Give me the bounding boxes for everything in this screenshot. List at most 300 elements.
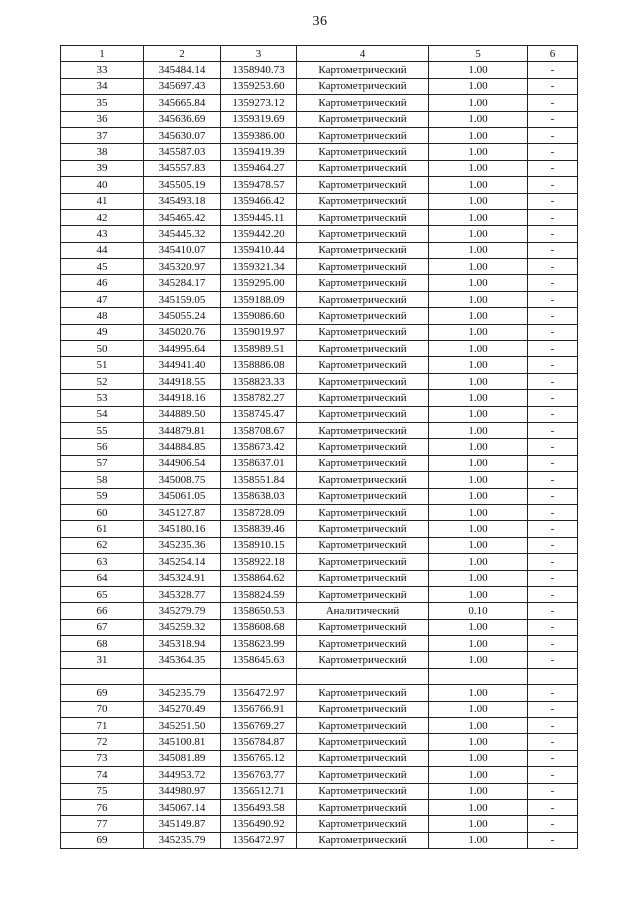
table-cell-col-3: 1358650.53: [221, 603, 297, 619]
table-cell-col-6: -: [528, 472, 578, 488]
table-row: [61, 259, 578, 275]
table-row: [61, 422, 578, 438]
table-cell-col-2: 345279.79: [144, 603, 221, 619]
table-gap-section: [61, 668, 578, 684]
table-row: [61, 242, 578, 258]
table-cell-col-4: Картометрический: [297, 406, 429, 422]
table-cell-col-2: 345636.69: [144, 111, 221, 127]
table-cell-col-1: 64: [61, 570, 144, 586]
table-cell-col-4: Картометрический: [297, 636, 429, 652]
table-cell-col-6: -: [528, 586, 578, 602]
table-cell-col-5: 1.00: [429, 62, 528, 78]
table-cell-col-3: 1356763.77: [221, 767, 297, 783]
table-row: [61, 209, 578, 225]
table-cell-col-1: 72: [61, 734, 144, 750]
table-cell-col-6: -: [528, 390, 578, 406]
table-cell-col-6: -: [528, 275, 578, 291]
table-cell-col-4: Картометрический: [297, 439, 429, 455]
table-cell-col-4: Картометрический: [297, 554, 429, 570]
table-cell-col-3: 1359321.34: [221, 259, 297, 275]
table-cell-col-2: 345127.87: [144, 504, 221, 520]
table-cell-col-4: Картометрический: [297, 308, 429, 324]
table-cell-col-3: 1358638.03: [221, 488, 297, 504]
table-cell-col-4: Картометрический: [297, 341, 429, 357]
table-row: [61, 291, 578, 307]
table-row: [61, 636, 578, 652]
table-row: [61, 488, 578, 504]
table-cell-col-4: Картометрический: [297, 324, 429, 340]
table-cell-col-1: 34: [61, 78, 144, 94]
table-cell-col-6: -: [528, 734, 578, 750]
table-cell-col-6: -: [528, 242, 578, 258]
table-cell-col-5: 1.00: [429, 308, 528, 324]
table-cell-col-6: -: [528, 816, 578, 832]
table-cell-col-3: 1359086.60: [221, 308, 297, 324]
table-cell-col-6: -: [528, 226, 578, 242]
table-cell-col-2: 345318.94: [144, 636, 221, 652]
page-number: 36: [312, 14, 328, 29]
table-cell-col-5: 1.00: [429, 570, 528, 586]
table-cell-col-3: 1358839.46: [221, 521, 297, 537]
table-cell-col-3: 1359464.27: [221, 160, 297, 176]
table-cell-col-3: 1359419.39: [221, 144, 297, 160]
table-cell-col-6: -: [528, 127, 578, 143]
table-cell-col-5: 1.00: [429, 554, 528, 570]
table-cell-col-4: Картометрический: [297, 193, 429, 209]
table-cell-col-5: 1.00: [429, 95, 528, 111]
table-cell-col-2: 345055.24: [144, 308, 221, 324]
table-cell-col-3: 1356766.91: [221, 701, 297, 717]
table-cell-col-6: -: [528, 504, 578, 520]
table-cell-col-5: 1.00: [429, 341, 528, 357]
table-cell-col-2: 344941.40: [144, 357, 221, 373]
table-cell-col-3: 1356493.58: [221, 799, 297, 815]
table-cell-col-1: 77: [61, 816, 144, 832]
table-row: [61, 127, 578, 143]
table-cell-col-2: 345061.05: [144, 488, 221, 504]
table-cell-col-2: 344995.64: [144, 341, 221, 357]
table-cell-col-3: 1358989.51: [221, 341, 297, 357]
table-cell-col-2: 344889.50: [144, 406, 221, 422]
table-cell-col-6: -: [528, 160, 578, 176]
table-cell-col-4: Картометрический: [297, 259, 429, 275]
header-col-2: 2: [144, 46, 221, 62]
table-row: [61, 537, 578, 553]
table-cell-col-6: -: [528, 488, 578, 504]
table-cell-col-6: -: [528, 62, 578, 78]
table-cell-col-3: 1358864.62: [221, 570, 297, 586]
table-cell-col-4: Картометрический: [297, 390, 429, 406]
table-cell-col-5: 1.00: [429, 767, 528, 783]
table-row: [61, 177, 578, 193]
table-cell-col-1: 76: [61, 799, 144, 815]
table-cell-col-6: -: [528, 406, 578, 422]
table-cell-col-6: -: [528, 357, 578, 373]
table-cell-col-2: 345557.83: [144, 160, 221, 176]
table-cell-col-3: 1359466.42: [221, 193, 297, 209]
table-cell-col-5: 1.00: [429, 799, 528, 815]
table-cell-col-5: 1.00: [429, 357, 528, 373]
table-cell-col-4: Картометрический: [297, 472, 429, 488]
table-cell-col-6: -: [528, 177, 578, 193]
table-cell-col-2: 345159.05: [144, 291, 221, 307]
table-cell-col-3: 1358910.15: [221, 537, 297, 553]
table-cell-col-4: Картометрический: [297, 832, 429, 848]
table-cell-col-1: 65: [61, 586, 144, 602]
table-cell-col-5: 1.00: [429, 160, 528, 176]
table-cell-col-5: 1.00: [429, 226, 528, 242]
table-cell-col-1: 75: [61, 783, 144, 799]
table-cell-col-6: -: [528, 439, 578, 455]
table-cell-col-4: Картометрический: [297, 718, 429, 734]
table-cell-col-5: 1.00: [429, 242, 528, 258]
table-cell-col-1: 63: [61, 554, 144, 570]
table-cell-col-6: -: [528, 718, 578, 734]
table-cell-col-2: 345493.18: [144, 193, 221, 209]
table-cell-col-5: 1.00: [429, 783, 528, 799]
table-row: [61, 521, 578, 537]
table-cell-col-3: 1359386.00: [221, 127, 297, 143]
table-cell-col-4: Картометрический: [297, 373, 429, 389]
table-row: [61, 357, 578, 373]
table-row: [61, 701, 578, 717]
table-cell-col-6: -: [528, 783, 578, 799]
table-cell-col-4: Картометрический: [297, 570, 429, 586]
table-cell-col-4: Картометрический: [297, 816, 429, 832]
table-cell-col-5: 1.00: [429, 619, 528, 635]
table-cell-col-3: 1358645.63: [221, 652, 297, 668]
table-cell-col-6: -: [528, 193, 578, 209]
table-cell-col-4: Картометрический: [297, 127, 429, 143]
spacer-cell: [144, 668, 221, 684]
table-cell-col-5: 1.00: [429, 521, 528, 537]
table-cell-col-5: 1.00: [429, 324, 528, 340]
table-cell-col-4: Картометрический: [297, 767, 429, 783]
table-cell-col-5: 1.00: [429, 406, 528, 422]
table-cell-col-1: 33: [61, 62, 144, 78]
table-row: [61, 799, 578, 815]
table-cell-col-2: 345630.07: [144, 127, 221, 143]
table-cell-col-1: 54: [61, 406, 144, 422]
table-cell-col-5: 1.00: [429, 652, 528, 668]
table-cell-col-5: 1.00: [429, 750, 528, 766]
table-cell-col-4: Картометрический: [297, 455, 429, 471]
spacer-cell: [528, 668, 578, 684]
table-cell-col-2: 345081.89: [144, 750, 221, 766]
table-cell-col-2: 345465.42: [144, 209, 221, 225]
table-cell-col-4: Картометрический: [297, 357, 429, 373]
table-cell-col-3: 1359442.20: [221, 226, 297, 242]
table-cell-col-5: 1.00: [429, 455, 528, 471]
table-cell-col-4: Картометрический: [297, 734, 429, 750]
table-row: [61, 275, 578, 291]
table-row: [61, 767, 578, 783]
table-cell-col-1: 67: [61, 619, 144, 635]
table-cell-col-3: 1356784.87: [221, 734, 297, 750]
table-cell-col-4: Картометрический: [297, 521, 429, 537]
table-cell-col-2: 345235.79: [144, 685, 221, 701]
table-cell-col-2: 345067.14: [144, 799, 221, 815]
table-cell-col-4: Картометрический: [297, 209, 429, 225]
table-cell-col-1: 55: [61, 422, 144, 438]
table-cell-col-6: -: [528, 537, 578, 553]
table-cell-col-5: 1.00: [429, 373, 528, 389]
table-cell-col-1: 38: [61, 144, 144, 160]
table-cell-col-5: 1.00: [429, 275, 528, 291]
table-cell-col-5: 1.00: [429, 504, 528, 520]
table-cell-col-3: 1359445.11: [221, 209, 297, 225]
table-cell-col-4: Картометрический: [297, 78, 429, 94]
table-cell-col-6: -: [528, 373, 578, 389]
table-cell-col-6: -: [528, 832, 578, 848]
table-row: [61, 554, 578, 570]
table-row: [61, 816, 578, 832]
table-cell-col-2: 345505.19: [144, 177, 221, 193]
table-cell-col-4: Картометрический: [297, 144, 429, 160]
table-cell-col-2: 345324.91: [144, 570, 221, 586]
table-cell-col-6: -: [528, 95, 578, 111]
table-row: [61, 324, 578, 340]
table-cell-col-2: 345320.97: [144, 259, 221, 275]
table-cell-col-2: 345235.79: [144, 832, 221, 848]
header-col-1: 1: [61, 46, 144, 62]
table-cell-col-4: Картометрический: [297, 799, 429, 815]
table-cell-col-3: 1359253.60: [221, 78, 297, 94]
table-cell-col-3: 1359295.00: [221, 275, 297, 291]
table-cell-col-5: 1.00: [429, 439, 528, 455]
table-cell-col-6: -: [528, 78, 578, 94]
table-cell-col-2: 345665.84: [144, 95, 221, 111]
table-cell-col-2: 345410.07: [144, 242, 221, 258]
table-cell-col-6: -: [528, 259, 578, 275]
table-cell-col-5: 1.00: [429, 209, 528, 225]
table-row: [61, 144, 578, 160]
table-cell-col-2: 344918.55: [144, 373, 221, 389]
table-cell-col-4: Картометрический: [297, 62, 429, 78]
table-row: [61, 439, 578, 455]
table-cell-col-1: 46: [61, 275, 144, 291]
table-cell-col-2: 344884.85: [144, 439, 221, 455]
table-cell-col-1: 69: [61, 685, 144, 701]
table-cell-col-6: -: [528, 603, 578, 619]
table-cell-col-2: 345364.35: [144, 652, 221, 668]
table-cell-col-3: 1356769.27: [221, 718, 297, 734]
table-cell-col-1: 66: [61, 603, 144, 619]
table-cell-col-2: 345008.75: [144, 472, 221, 488]
table-cell-col-2: 344906.54: [144, 455, 221, 471]
header-col-6: 6: [528, 46, 578, 62]
table-cell-col-1: 69: [61, 832, 144, 848]
table-cell-col-6: -: [528, 554, 578, 570]
table-cell-col-6: -: [528, 701, 578, 717]
table-cell-col-4: Картометрический: [297, 701, 429, 717]
table-cell-col-1: 56: [61, 439, 144, 455]
table-cell-col-5: 1.00: [429, 193, 528, 209]
table-cell-col-5: 1.00: [429, 472, 528, 488]
table-row: [61, 750, 578, 766]
table-cell-col-2: 345100.81: [144, 734, 221, 750]
table-cell-col-3: 1358922.18: [221, 554, 297, 570]
table-cell-col-2: 344918.16: [144, 390, 221, 406]
table-cell-col-1: 40: [61, 177, 144, 193]
table-cell-col-5: 1.00: [429, 390, 528, 406]
table-cell-col-2: 345259.32: [144, 619, 221, 635]
table-row: [61, 308, 578, 324]
table-cell-col-3: 1359273.12: [221, 95, 297, 111]
table-cell-col-6: -: [528, 521, 578, 537]
table-cell-col-6: -: [528, 685, 578, 701]
table-cell-col-2: 345445.32: [144, 226, 221, 242]
table-cell-col-5: 1.00: [429, 701, 528, 717]
table-cell-col-2: 345284.17: [144, 275, 221, 291]
table-cell-col-1: 74: [61, 767, 144, 783]
table-cell-col-3: 1358824.59: [221, 586, 297, 602]
table-row: [61, 111, 578, 127]
table-row: [61, 373, 578, 389]
table-row: [61, 783, 578, 799]
table-cell-col-3: 1356472.97: [221, 832, 297, 848]
table-row: [61, 390, 578, 406]
table-cell-col-1: 71: [61, 718, 144, 734]
table-row: [61, 226, 578, 242]
table-cell-col-1: 50: [61, 341, 144, 357]
table-cell-col-2: 345484.14: [144, 62, 221, 78]
header-col-4: 4: [297, 46, 429, 62]
table-cell-col-6: -: [528, 767, 578, 783]
table-cell-col-3: 1356765.12: [221, 750, 297, 766]
table-cell-col-3: 1358551.84: [221, 472, 297, 488]
table-cell-col-3: 1358823.33: [221, 373, 297, 389]
table-cell-col-5: 1.00: [429, 78, 528, 94]
table-cell-col-3: 1358623.99: [221, 636, 297, 652]
table-cell-col-4: Картометрический: [297, 160, 429, 176]
table-cell-col-6: -: [528, 619, 578, 635]
spacer-cell: [221, 668, 297, 684]
table-cell-col-1: 59: [61, 488, 144, 504]
spacer-cell: [61, 668, 144, 684]
table-cell-col-4: Картометрический: [297, 685, 429, 701]
table-cell-col-4: Картометрический: [297, 488, 429, 504]
table-cell-col-6: -: [528, 799, 578, 815]
table-row: [61, 472, 578, 488]
table-cell-col-2: 345697.43: [144, 78, 221, 94]
table-cell-col-3: 1358728.09: [221, 504, 297, 520]
table-body-first-contour: [61, 62, 578, 668]
table-cell-col-3: 1358637.01: [221, 455, 297, 471]
table-cell-col-1: 31: [61, 652, 144, 668]
table-cell-col-3: 1359478.57: [221, 177, 297, 193]
table-cell-col-4: Картометрический: [297, 619, 429, 635]
table-cell-col-1: 61: [61, 521, 144, 537]
table-body-second-contour: [61, 685, 578, 849]
table-cell-col-3: 1359188.09: [221, 291, 297, 307]
table-cell-col-6: -: [528, 750, 578, 766]
table-cell-col-1: 41: [61, 193, 144, 209]
table-cell-col-6: -: [528, 144, 578, 160]
table-cell-col-4: Картометрический: [297, 111, 429, 127]
table-cell-col-6: -: [528, 111, 578, 127]
table-cell-col-3: 1358782.27: [221, 390, 297, 406]
table-row: [61, 570, 578, 586]
table-cell-col-6: -: [528, 636, 578, 652]
table-cell-col-5: 1.00: [429, 718, 528, 734]
coordinates-table: [60, 45, 578, 849]
table-cell-col-1: 45: [61, 259, 144, 275]
table-cell-col-4: Картометрический: [297, 537, 429, 553]
table-cell-col-4: Картометрический: [297, 586, 429, 602]
table-cell-col-1: 53: [61, 390, 144, 406]
table-cell-col-1: 49: [61, 324, 144, 340]
table-header-row: [61, 46, 578, 62]
table-cell-col-4: Аналитический: [297, 603, 429, 619]
table-spacer-row: [61, 668, 578, 684]
table-cell-col-4: Картометрический: [297, 504, 429, 520]
table-cell-col-2: 345254.14: [144, 554, 221, 570]
header-col-3: 3: [221, 46, 297, 62]
table-cell-col-3: 1356472.97: [221, 685, 297, 701]
table-cell-col-1: 57: [61, 455, 144, 471]
table-cell-col-3: 1358708.67: [221, 422, 297, 438]
table-cell-col-6: -: [528, 570, 578, 586]
table-cell-col-2: 345251.50: [144, 718, 221, 734]
table-row: [61, 95, 578, 111]
table-cell-col-1: 36: [61, 111, 144, 127]
table-row: [61, 406, 578, 422]
spacer-cell: [429, 668, 528, 684]
table-cell-col-1: 35: [61, 95, 144, 111]
table-cell-col-2: 345235.36: [144, 537, 221, 553]
table-cell-col-3: 1358745.47: [221, 406, 297, 422]
table-cell-col-5: 1.00: [429, 636, 528, 652]
table-row: [61, 685, 578, 701]
table-cell-col-5: 1.00: [429, 685, 528, 701]
table-cell-col-2: 345180.16: [144, 521, 221, 537]
table-row: [61, 341, 578, 357]
table-cell-col-5: 1.00: [429, 144, 528, 160]
table-cell-col-6: -: [528, 308, 578, 324]
table-cell-col-4: Картометрический: [297, 275, 429, 291]
table-cell-col-1: 58: [61, 472, 144, 488]
table-cell-col-5: 0.10: [429, 603, 528, 619]
table-cell-col-6: -: [528, 341, 578, 357]
table-cell-col-6: -: [528, 455, 578, 471]
table-cell-col-2: 344953.72: [144, 767, 221, 783]
table-cell-col-3: 1358940.73: [221, 62, 297, 78]
table-cell-col-4: Картометрический: [297, 95, 429, 111]
table-cell-col-2: 345020.76: [144, 324, 221, 340]
table-cell-col-1: 37: [61, 127, 144, 143]
table-row: [61, 193, 578, 209]
table-cell-col-6: -: [528, 324, 578, 340]
table-cell-col-5: 1.00: [429, 734, 528, 750]
table-cell-col-6: -: [528, 652, 578, 668]
table-cell-col-2: 345587.03: [144, 144, 221, 160]
table-cell-col-5: 1.00: [429, 177, 528, 193]
table-cell-col-2: 344980.97: [144, 783, 221, 799]
table-cell-col-1: 39: [61, 160, 144, 176]
table-cell-col-5: 1.00: [429, 127, 528, 143]
table-cell-col-3: 1358673.42: [221, 439, 297, 455]
table-row: [61, 718, 578, 734]
table-cell-col-1: 42: [61, 209, 144, 225]
header-col-5: 5: [429, 46, 528, 62]
table-cell-col-4: Картометрический: [297, 177, 429, 193]
table-row: [61, 586, 578, 602]
table-cell-col-1: 73: [61, 750, 144, 766]
table-cell-col-4: Картометрический: [297, 783, 429, 799]
table-row: [61, 603, 578, 619]
table-cell-col-1: 60: [61, 504, 144, 520]
